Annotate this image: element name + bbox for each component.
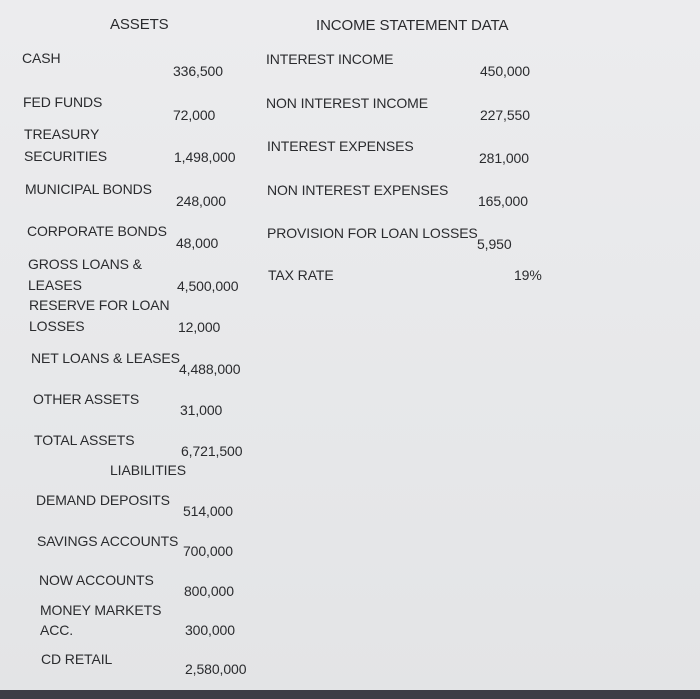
- asset-label-corporate-bonds: CORPORATE BONDS: [27, 223, 167, 239]
- income-label-provision-loan-losses: PROVISION FOR LOAN LOSSES: [267, 225, 478, 241]
- liabilities-header: LIABILITIES: [110, 462, 186, 478]
- asset-value-treasury: 1,498,000: [174, 149, 236, 165]
- income-label-non-interest-income: NON INTEREST INCOME: [266, 95, 428, 111]
- asset-label-other-assets: OTHER ASSETS: [33, 391, 140, 407]
- income-label-tax-rate: TAX RATE: [268, 267, 334, 283]
- asset-label-cash: CASH: [22, 50, 61, 66]
- income-value-non-interest-expenses: 165,000: [478, 193, 528, 209]
- asset-value-municipal-bonds: 248,000: [176, 193, 226, 209]
- income-value-interest-income: 450,000: [480, 63, 530, 79]
- income-value-provision-loan-losses: 5,950: [477, 236, 512, 252]
- liability-value-cd-retail: 2,580,000: [185, 661, 247, 677]
- asset-label-fed-funds: FED FUNDS: [23, 94, 103, 110]
- asset-label-reserve-line2: LOSSES: [29, 318, 85, 334]
- asset-label-net-loans: NET LOANS & LEASES: [31, 350, 180, 366]
- asset-label-total-assets: TOTAL ASSETS: [34, 432, 135, 448]
- liability-label-money-markets-line2: ACC.: [40, 622, 74, 638]
- income-statement-header: INCOME STATEMENT DATA: [316, 17, 509, 34]
- asset-label-treasury-line2: SECURITIES: [24, 148, 108, 164]
- liability-label-savings-accounts: SAVINGS ACCOUNTS: [37, 533, 179, 549]
- assets-header: ASSETS: [110, 16, 169, 33]
- income-value-non-interest-income: 227,550: [480, 107, 530, 123]
- income-label-interest-income: INTEREST INCOME: [266, 51, 394, 67]
- income-value-tax-rate: 19%: [514, 267, 542, 283]
- asset-label-municipal-bonds: MUNICIPAL BONDS: [25, 181, 152, 197]
- asset-label-reserve-line1: RESERVE FOR LOAN: [29, 297, 170, 313]
- bottom-edge-bar: [0, 690, 700, 699]
- asset-value-corporate-bonds: 48,000: [176, 235, 219, 251]
- liability-value-savings-accounts: 700,000: [183, 543, 233, 559]
- income-label-interest-expenses: INTEREST EXPENSES: [267, 138, 414, 154]
- income-label-non-interest-expenses: NON INTEREST EXPENSES: [267, 182, 449, 198]
- asset-label-gross-loans-line2: LEASES: [28, 277, 82, 293]
- asset-value-reserve: 12,000: [178, 319, 221, 335]
- asset-value-total-assets: 6,721,500: [181, 443, 243, 459]
- liability-value-now-accounts: 800,000: [184, 583, 234, 599]
- liability-label-demand-deposits: DEMAND DEPOSITS: [36, 492, 170, 508]
- asset-value-net-loans: 4,488,000: [179, 361, 241, 377]
- asset-value-gross-loans: 4,500,000: [177, 278, 239, 294]
- liability-label-cd-retail: CD RETAIL: [41, 651, 113, 667]
- asset-value-cash: 336,500: [173, 63, 223, 79]
- liability-label-money-markets-line1: MONEY MARKETS: [40, 602, 162, 618]
- asset-value-fed-funds: 72,000: [173, 107, 216, 123]
- asset-label-gross-loans-line1: GROSS LOANS &: [28, 256, 142, 272]
- liability-value-money-markets: 300,000: [185, 622, 235, 638]
- liability-value-demand-deposits: 514,000: [183, 503, 233, 519]
- asset-value-other-assets: 31,000: [180, 402, 223, 418]
- asset-label-treasury-line1: TREASURY: [24, 126, 100, 142]
- liability-label-now-accounts: NOW ACCOUNTS: [39, 572, 154, 588]
- income-value-interest-expenses: 281,000: [479, 150, 529, 166]
